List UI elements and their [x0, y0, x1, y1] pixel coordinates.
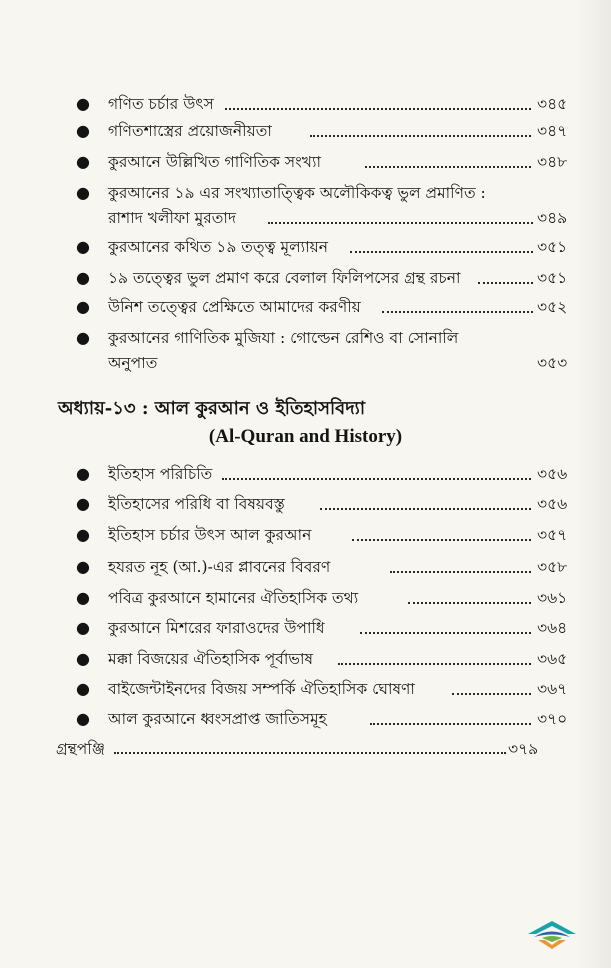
- entry-page: ৩৪৭: [537, 122, 568, 140]
- dot-leader: [360, 632, 531, 634]
- bullet-icon: ●: [76, 268, 90, 287]
- entry-page: ৩৬১: [537, 589, 568, 607]
- dot-leader: [365, 166, 531, 168]
- bullet-icon: ●: [76, 121, 90, 140]
- entry-title: আল কুরআনে ধ্বংসপ্রাপ্ত জাতিসমূহ: [108, 710, 327, 728]
- entry-page: ৩৫৭: [537, 526, 568, 544]
- dot-leader: [320, 508, 531, 510]
- entry-title: কুরআনের গাণিতিক মুজিযা : গোল্ডেন রেশিও বা সোনালি: [108, 329, 459, 347]
- entry-title: কুরআনের ১৯ এর সংখ্যাতাত্ত্বিক অলৌকিকত্ব ভুল প্রমাণিত :: [108, 184, 486, 202]
- dot-leader: [390, 571, 531, 573]
- entry-page: ৩৫৬: [537, 465, 568, 483]
- entry-page: ৩৫১: [537, 238, 568, 256]
- entry-title: ইতিহাস চর্চার উৎস আল কুরআন: [108, 526, 312, 544]
- dot-leader: [268, 222, 533, 224]
- chapter-subtitle: (Al-Quran and History): [208, 426, 403, 447]
- bullet-icon: ●: [76, 525, 90, 544]
- entry-page: ৩৫২: [537, 298, 568, 316]
- dot-leader: [114, 752, 506, 754]
- entry-title: গণিত চর্চার উৎস: [108, 95, 214, 113]
- bullet-icon: ●: [76, 328, 90, 347]
- dot-leader: [310, 135, 531, 137]
- bullet-icon: ●: [76, 183, 90, 202]
- dot-leader: [370, 723, 531, 725]
- entry-title: কুরআনের কথিত ১৯ তত্ত্ব মূল্যায়ন: [108, 238, 329, 256]
- entry-title: বাইজেন্টাইনদের বিজয় সম্পর্কি ঐতিহাসিক ঘোষণা: [108, 680, 415, 698]
- entry-page: ৩৪৫: [537, 95, 568, 113]
- dot-leader: [225, 108, 531, 110]
- publisher-logo-icon: [524, 918, 580, 950]
- entry-title: ১৯ তত্ত্বের ভুল প্রমাণ করে বেলাল ফিলিপসের গ্রন্থ রচনা: [108, 269, 461, 287]
- dot-leader: [382, 311, 533, 313]
- bullet-icon: ●: [76, 494, 90, 513]
- entry-page: ৩৫৮: [537, 558, 568, 576]
- entry-page: ৩৬৫: [537, 650, 568, 668]
- entry-page: ৩৫১: [537, 269, 568, 287]
- dot-leader: [478, 282, 533, 284]
- bibliography-title: গ্রন্থপঞ্জি: [56, 740, 105, 758]
- chapter-heading: অধ্যায়-১৩ : আল কুরআন ও ইতিহাসবিদ্যা: [58, 398, 366, 419]
- bullet-icon: ●: [76, 679, 90, 698]
- entry-title: উনিশ তত্ত্বের প্রেক্ষিতে আমাদের করণীয়: [108, 298, 361, 316]
- bullet-icon: ●: [76, 588, 90, 607]
- entry-page: ৩৪৮: [537, 153, 568, 171]
- entry-title: গণিতশাস্ত্রের প্রয়োজনীয়তা: [108, 122, 272, 140]
- bullet-icon: ●: [76, 297, 90, 316]
- dot-leader: [350, 251, 533, 253]
- entry-page: ৩৫৬: [537, 495, 568, 513]
- entry-title: ইতিহাসের পরিধি বা বিষয়বস্তু: [108, 495, 285, 513]
- bullet-icon: ●: [76, 618, 90, 637]
- entry-title: কুরআনে মিশরের ফারাওদের উপাধি: [108, 619, 325, 637]
- dot-leader: [452, 693, 531, 695]
- entry-page: ৩৬৪: [537, 619, 568, 637]
- entry-title: হযরত নূহ (আ.)-এর প্লাবনের বিবরণ: [108, 558, 331, 576]
- entry-title-line2: রাশাদ খলীফা মুরতাদ: [108, 209, 237, 227]
- bullet-icon: ●: [76, 152, 90, 171]
- bullet-icon: ●: [76, 94, 90, 113]
- bullet-icon: ●: [76, 649, 90, 668]
- dot-leader: [338, 663, 531, 665]
- bullet-icon: ●: [76, 557, 90, 576]
- entry-page: ৩৪৯: [537, 209, 568, 227]
- entry-title: পবিত্র কুরআনে হামানের ঐতিহাসিক তথ্য: [108, 589, 359, 607]
- bullet-icon: ●: [76, 237, 90, 256]
- entry-page: ৩৬৭: [537, 680, 568, 698]
- entry-title: কুরআনে উল্লিখিত গাণিতিক সংখ্যা: [108, 153, 321, 171]
- entry-title-line2: অনুপাত: [108, 354, 158, 372]
- dot-leader: [408, 602, 531, 604]
- bibliography-page: ৩৭৯: [508, 740, 539, 758]
- entry-title: মক্কা বিজয়ের ঐতিহাসিক পূর্বাভাষ: [108, 650, 314, 668]
- entry-page: ৩৫৩: [537, 354, 568, 372]
- dot-leader: [222, 478, 531, 480]
- dot-leader: [352, 539, 531, 541]
- entry-page: ৩৭০: [537, 710, 568, 728]
- bullet-icon: ●: [76, 464, 90, 483]
- page-shadow: [575, 0, 611, 968]
- bullet-icon: ●: [76, 709, 90, 728]
- entry-title: ইতিহাস পরিচিতি: [108, 465, 213, 483]
